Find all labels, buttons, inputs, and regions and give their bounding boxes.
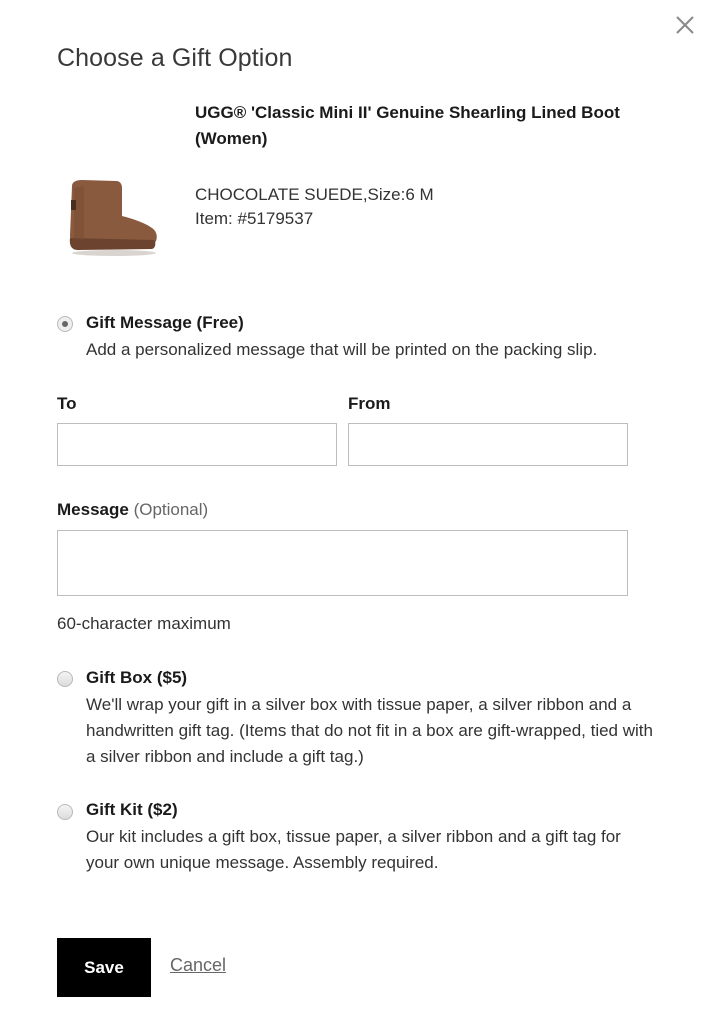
gift-kit-title: Gift Kit ($2)	[86, 800, 178, 819]
gift-message-description: Add a personalized message that will be printed on the packing slip.	[86, 340, 598, 359]
message-label	[57, 498, 208, 522]
gift-message-radio[interactable]	[57, 316, 73, 332]
gift-box-radio[interactable]	[57, 671, 73, 687]
cancel-link[interactable]: Cancel	[170, 955, 227, 975]
close-icon[interactable]	[674, 14, 696, 36]
product-name: UGG® 'Classic Mini II' Genuine Shearling Lined Boot (Women)	[195, 103, 620, 148]
save-button[interactable]: Save	[57, 938, 151, 997]
gift-box-description: We'll wrap your gift in a silver box with tissue paper, a silver ribbon and a handwritten gift tag. (Items that do not fit in a box are gift-wrapped, tied with a silver ribbon and include a gift tag.)	[86, 695, 653, 766]
message-character-hint: 60-character maximum	[57, 614, 231, 633]
message-textarea[interactable]	[57, 530, 628, 596]
from-label: From	[348, 394, 391, 413]
modal-title: Choose a Gift Option	[57, 44, 293, 72]
gift-box-title: Gift Box ($5)	[86, 668, 188, 687]
product-image	[60, 178, 160, 256]
message-optional-text: (Optional)	[133, 500, 209, 519]
product-variant: CHOCOLATE SUEDE,Size:6 M	[195, 185, 434, 204]
to-input[interactable]	[57, 423, 337, 466]
message-label-text: Message	[57, 500, 129, 519]
close-button[interactable]	[674, 14, 696, 36]
gift-message-title: Gift Message (Free)	[86, 313, 244, 332]
product-item-number: Item: #5179537	[195, 209, 314, 228]
gift-kit-radio[interactable]	[57, 804, 73, 820]
to-label: To	[57, 394, 77, 413]
gift-kit-description: Our kit includes a gift box, tissue paper, a silver ribbon and a gift tag for your own unique message. Assembly required.	[86, 827, 621, 872]
from-input[interactable]	[348, 423, 628, 466]
